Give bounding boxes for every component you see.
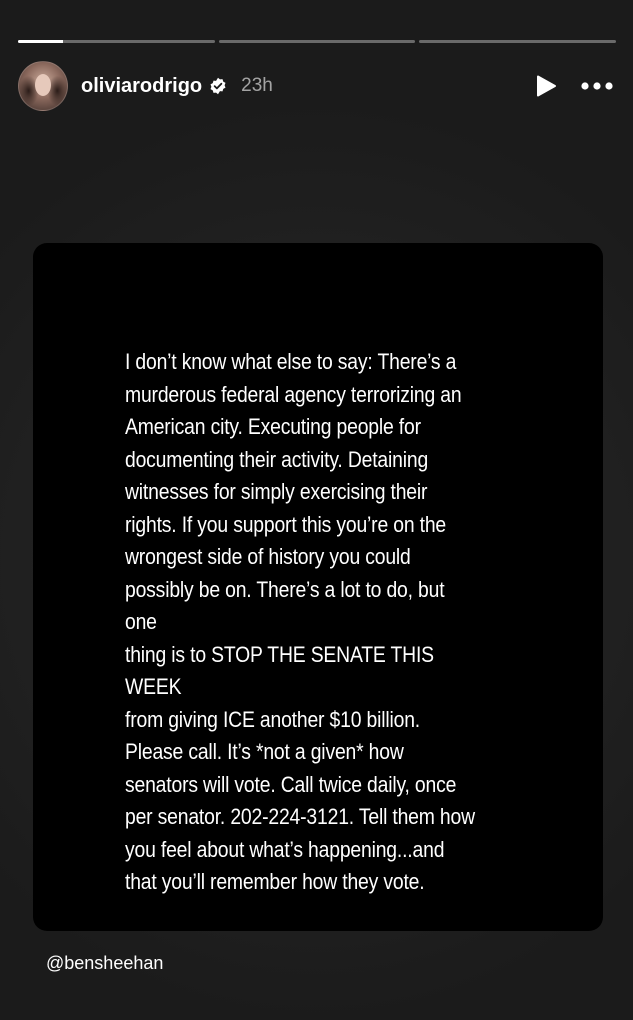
progress-segment [219, 40, 416, 43]
username[interactable]: oliviarodrigo [81, 74, 203, 97]
progress-segment [419, 40, 616, 43]
story-text: I don’t know what else to say: There’s a murderous federal agency terrorizing an American city. Executing people for documenting their activity. Detaining witnesses for simply exercising their rights. If you support this you’re on the wrongest side of history you could possibly be on. There’s a lot to do, but one thing is to STOP THE SENATE THIS WEEK from giving ICE another $10 billion. Please call. It’s *not a given* how senators will vote. Call twice daily, once per senator. 202-224-3121. Tell them how you feel about what’s happening...and that you’ll remember how they vote. [125, 349, 475, 894]
story-header [18, 62, 615, 110]
progress-segment [18, 40, 215, 43]
mention-link[interactable]: @bensheehan [46, 953, 164, 973]
avatar-face [35, 74, 51, 96]
story-content-card [33, 243, 603, 931]
progress-fill [18, 40, 63, 43]
more-options-button[interactable] [579, 73, 615, 99]
post-time: 23h [241, 75, 273, 96]
verified-badge-icon [209, 77, 227, 95]
story-progress-bar [18, 40, 616, 43]
play-icon [535, 74, 557, 98]
play-button[interactable] [533, 73, 559, 99]
more-options-icon [581, 82, 613, 90]
avatar[interactable] [18, 61, 68, 111]
